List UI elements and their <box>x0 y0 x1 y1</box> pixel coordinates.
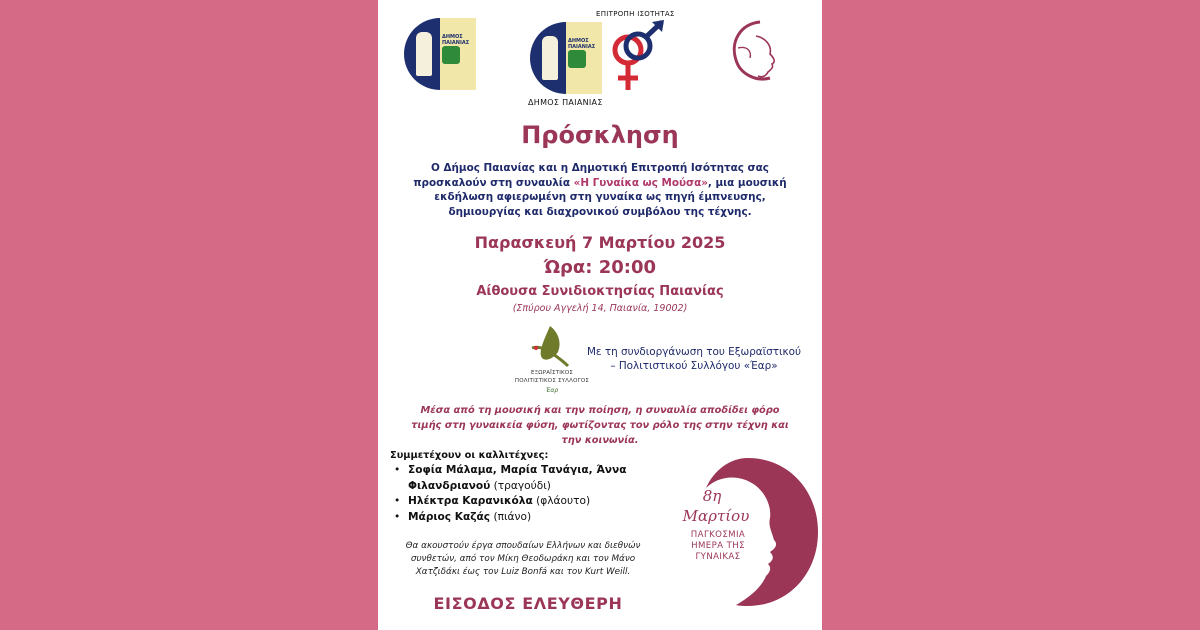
invitation-page <box>378 0 822 630</box>
paiania-seal-logo-2: ΔΗΜΟΣ ΠΑΙΑΝΙΑΣ <box>530 22 602 94</box>
list-item-continued: Φιλανδριανού (τραγούδι) <box>408 479 551 492</box>
emblem-month: Μαρτίου <box>682 507 750 525</box>
works-note: Θα ακουστούν έργα σπουδαίων Ελλήνων και διεθνών συνθετών, από τον Μίκη Θεοδωράκη και τον Μάνο Χατζιδάκι έως τον Luiz Bonfá και τον Kurt Weill. <box>405 541 641 577</box>
woman-profile-icon <box>726 18 788 86</box>
equality-committee-label: ΕΠΙΤΡΟΠΗ ΙΣΟΤΗΤΑΣ <box>596 10 675 18</box>
poetry-statement: Μέσα από τη μουσική και την ποίηση, η συναυλία αποδίδει φόρο τιμής στη γυναικεία φύση, φωτίζοντας τον ρόλο της στην τέχνη και την κοινωνία. <box>411 405 789 446</box>
list-item: • Σοφία Μάλαμα, Μαρία Τανάγια, Άννα <box>394 463 654 479</box>
emblem-day: 8η <box>702 487 722 505</box>
gender-symbols-icon <box>602 20 670 96</box>
ear-association-logo: ΕΞΩΡΑΪΣΤΙΚΟΣ ΠΟΛΙΤΙΣΤΙΚΟΣ ΣΥΛΛΟΓΟΣ Έαρ <box>508 322 596 400</box>
artists-heading: Συμμετέχουν οι καλλιτέχνες: <box>390 450 549 461</box>
concert-title: «Η Γυναίκα ως Μούσα» <box>573 176 708 189</box>
event-time: Ώρα: 20:00 <box>543 257 657 278</box>
event-address: (Σπύρου Αγγελή 14, Παιανία, 19002) <box>512 303 688 314</box>
free-entry-label: ΕΙΣΟΔΟΣ ΕΛΕΥΘΕΡΗ <box>433 594 623 613</box>
artists-list <box>394 463 654 525</box>
hand-leaf-icon <box>528 322 572 368</box>
event-date: Παρασκευή 7 Μαρτίου 2025 <box>474 233 726 252</box>
municipality-label: ΔΗΜΟΣ ΠΑΙΑΝΙΑΣ <box>528 98 603 107</box>
emblem-caption: ΠΑΓΚΟΣΜΙΑ ΗΜΕΡΑ ΤΗΣ ΓΥΝΑΙΚΑΣ <box>690 530 746 562</box>
event-venue: Αίθουσα Συνιδιοκτησίας Παιανίας <box>476 284 724 299</box>
list-item: • Ηλέκτρα Καρανικόλα (φλάουτο) <box>394 494 654 510</box>
coorganizer-text: Με τη συνδιοργάνωση του Εξωραϊστικού – Πολιτιστικού Συλλόγου «Έαρ» <box>586 346 802 372</box>
list-item: • Μάριος Καζάς (πιάνο) <box>394 510 654 526</box>
paiania-seal-logo: ΔΗΜΟΣ ΠΑΙΑΝΙΑΣ <box>404 18 476 90</box>
page-title: Πρόσκληση <box>521 121 679 149</box>
intro-paragraph: Ο Δήμος Παιανίας και η Δημοτική Επιτροπή Ισότητας σας προσκαλούν στη συναυλία «Η Γυναίκα ως Μούσα», μια μουσική εκδήλωση αφιερωμένη στη γυναίκα ως πηγή έμπνευσης, δημιουργίας και διαχρονικού συμβόλου της τέχνης. <box>413 162 787 218</box>
